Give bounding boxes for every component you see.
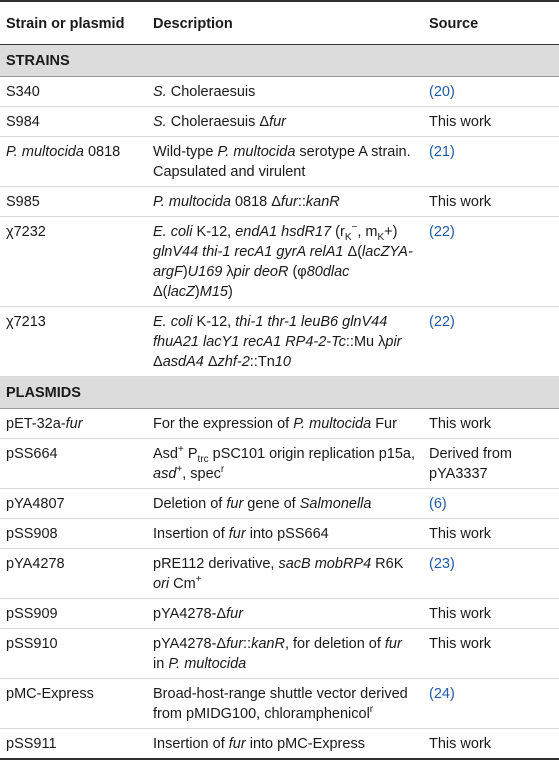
plasmid-description: pRE112 derivative, sacB mobRP4 R6K ori Cm+ [147, 549, 423, 599]
plasmid-name: pSS909 [0, 599, 147, 629]
strain-name: χ7232 [0, 217, 147, 307]
table-row [0, 137, 559, 187]
plasmid-description: pYA4278-Δfur::kanR, for deletion of fur in P. multocida [147, 629, 423, 679]
strain-description: E. coli K-12, endA1 hsdR17 ($r_K^-$, $m_K+$) glnV44 thi-1 recA1 gyrA relA1 Δ(lacZYA-argF)U169 λpir deoR (φ80dlac Δ(lacZ)M15) [147, 217, 423, 307]
strain-name: S340 [0, 77, 147, 107]
plasmid-description: Insertion of fur into pSS664 [147, 519, 423, 549]
section-label-plasmids: PLASMIDS [0, 377, 559, 409]
plasmid-name: pSS910 [0, 629, 147, 679]
table-row [0, 307, 559, 377]
header-source: Source [423, 1, 559, 45]
table-row [0, 187, 559, 217]
table-row [0, 217, 559, 307]
strain-name: χ7213 [0, 307, 147, 377]
header-strain: Strain or plasmid [0, 1, 147, 45]
plasmid-name: pYA4278 [0, 549, 147, 599]
table-row [0, 729, 559, 760]
plasmid-source: This work [423, 519, 559, 549]
plasmid-source: This work [423, 729, 559, 760]
strain-description: E. coli K-12, thi-1 thr-1 leuB6 glnV44 fhuA21 lacY1 recA1 RP4-2-Tc::Mu λpir ΔasdA4 Δzhf-2::Tn10 [147, 307, 423, 377]
plasmid-source[interactable]: (23) [423, 549, 559, 599]
section-plasmids [0, 377, 559, 409]
plasmid-source: This work [423, 599, 559, 629]
plasmid-description: Asd+ $P_{trc}$ pSC101 origin replication p15a, asd+, spec$^r$ [147, 439, 423, 489]
strain-name: S984 [0, 107, 147, 137]
section-label-strains: STRAINS [0, 45, 559, 77]
plasmid-name: pET-32a-fur [0, 409, 147, 439]
strain-description: Wild-type P. multocida serotype A strain. Capsulated and virulent [147, 137, 423, 187]
strain-source[interactable]: (22) [423, 307, 559, 377]
plasmid-name: pSS664 [0, 439, 147, 489]
section-strains [0, 45, 559, 77]
table-row [0, 77, 559, 107]
table-row [0, 549, 559, 599]
plasmid-description: pYA4278-Δfur [147, 599, 423, 629]
plasmid-source: Derived from pYA3337 [423, 439, 559, 489]
header-row [0, 1, 559, 45]
table-row [0, 107, 559, 137]
plasmid-name: pYA4807 [0, 489, 147, 519]
table-row [0, 599, 559, 629]
strain-description: P. multocida 0818 Δfur::kanR [147, 187, 423, 217]
strain-source[interactable]: (21) [423, 137, 559, 187]
strain-source[interactable]: (22) [423, 217, 559, 307]
plasmid-name: pMC-Express [0, 679, 147, 729]
header-description: Description [147, 1, 423, 45]
table-row [0, 489, 559, 519]
strain-name: S985 [0, 187, 147, 217]
strain-name: P. multocida 0818 [0, 137, 147, 187]
plasmid-name: pSS908 [0, 519, 147, 549]
plasmid-description: Insertion of fur into pMC-Express [147, 729, 423, 760]
plasmid-source: This work [423, 409, 559, 439]
strain-source[interactable]: (20) [423, 77, 559, 107]
plasmid-source: This work [423, 629, 559, 679]
strain-source: This work [423, 187, 559, 217]
strain-description: S. Choleraesuis [147, 77, 423, 107]
plasmid-description: Deletion of fur gene of Salmonella [147, 489, 423, 519]
table-row [0, 519, 559, 549]
strain-description: S. Choleraesuis Δfur [147, 107, 423, 137]
plasmid-description: Broad-host-range shuttle vector derived from pMIDG100, chloramphenicol$^r$ [147, 679, 423, 729]
plasmid-source[interactable]: (24) [423, 679, 559, 729]
plasmid-name: pSS911 [0, 729, 147, 760]
plasmid-description: For the expression of P. multocida Fur [147, 409, 423, 439]
plasmid-source[interactable]: (6) [423, 489, 559, 519]
strain-source: This work [423, 107, 559, 137]
table-row [0, 439, 559, 489]
table-row [0, 679, 559, 729]
table-row [0, 409, 559, 439]
table-row [0, 629, 559, 679]
